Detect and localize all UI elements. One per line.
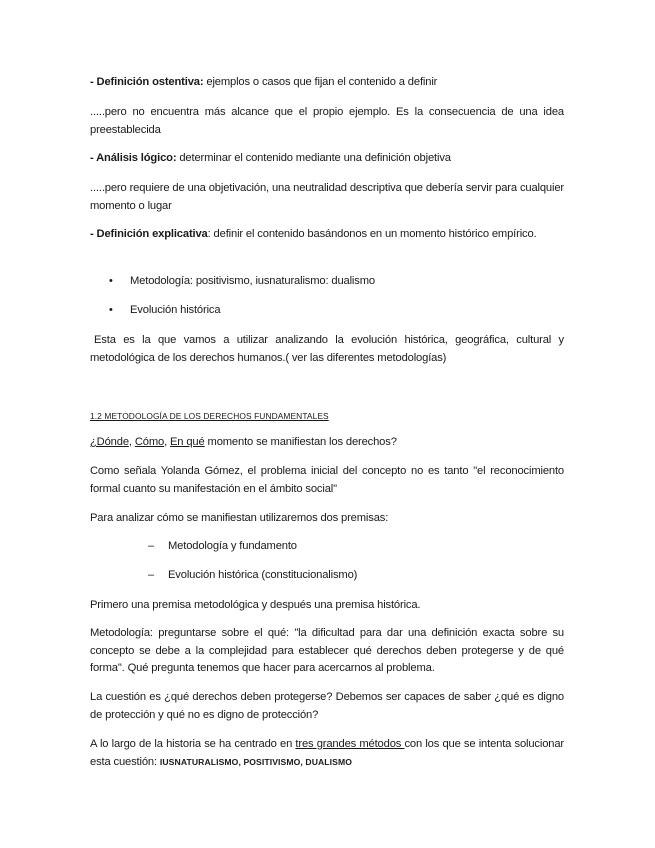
paragraph-three-methods (90, 736, 564, 771)
bullet-icon: • (109, 304, 113, 316)
question-word: ¿Dónde (90, 436, 129, 448)
paragraph-question-protection: La cuestión es ¿qué derechos deben protegerse? Debemos ser capaces de saber ¿qué es digno de protección y qué no es digno de protección? (90, 691, 564, 721)
paragraph-ostensive-definition (90, 74, 564, 92)
paragraph-logical-analysis (90, 150, 564, 168)
dash-icon: – (148, 569, 155, 581)
text-run: A lo largo de la historia se ha centrado en (90, 738, 296, 750)
term-text: : definir el contenido basándonos en un momento histórico empírico. (207, 228, 537, 240)
small-caps-methods: IUSNATURALISMO, POSITIVISMO, DUALISMO (159, 756, 353, 767)
paragraph-question (90, 434, 564, 452)
question-rest: momento se manifiestan los derechos? (204, 436, 397, 448)
term-text: ejemplos o casos que fijan el contenido a definir (203, 76, 438, 88)
separator: , (128, 436, 135, 448)
paragraph-methodology: Metodología: preguntarse sobre el qué: "la dificultad para dar una definición exacta sobre su concepto se debe a la complejidad para establecer qué derechos deben protegerse y de qué forma". Qué pregunta tenemos que hacer para acercarnos al problema. (90, 627, 564, 674)
term-label: - Análisis lógico: (90, 152, 177, 164)
paragraph-logical-note: .....pero requiere de una objetivación, una neutralidad descriptiva que debería servir para cualquier momento o lugar (90, 182, 564, 212)
list-item: Metodología: positivismo, iusnaturalismo: dualismo (130, 275, 375, 287)
text-run: con los que se intenta solucionar esta cuestión: (90, 738, 564, 768)
question-word: En qué (170, 436, 205, 448)
dash-icon: – (148, 540, 155, 552)
paragraph-premise-order: Primero una premisa metodológica y después una premisa histórica. (90, 599, 421, 611)
term-label: - Definición ostentiva: (90, 76, 204, 88)
term-label: - Definición explicativa (90, 228, 208, 240)
underlined-text: tres grandes métodos (295, 738, 405, 750)
term-text: determinar el contenido mediante una definición objetiva (176, 152, 451, 164)
paragraph-ostensive-note: .....pero no encuentra más alcance que el propio ejemplo. Es la consecuencia de una idea preestablecida (90, 106, 564, 136)
bullet-icon: • (109, 275, 113, 287)
list-item: Evolución histórica (130, 304, 221, 316)
list-item: Metodología y fundamento (168, 540, 297, 552)
separator: , (164, 436, 170, 448)
paragraph-quote: Como señala Yolanda Gómez, el problema inicial del concepto no es tanto "el reconocimiento formal cuanto su manifestación en el ámbito social" (90, 465, 564, 495)
paragraph-premises-intro: Para analizar cómo se manifiestan utilizaremos dos premisas: (90, 512, 389, 524)
paragraph-chosen-method: Esta es la que vamos a utilizar analizando la evolución histórica, geográfica, cultural y metodológica de los derechos humanos.( ver las diferentes metodologías) (90, 334, 564, 364)
question-word: Cómo (134, 436, 165, 448)
section-heading: 1.2 METODOLOGÍA DE LOS DERECHOS FUNDAMENTALES (90, 411, 329, 421)
paragraph-explanatory-definition (90, 226, 564, 244)
list-item: Evolución histórica (constitucionalismo) (168, 569, 358, 581)
